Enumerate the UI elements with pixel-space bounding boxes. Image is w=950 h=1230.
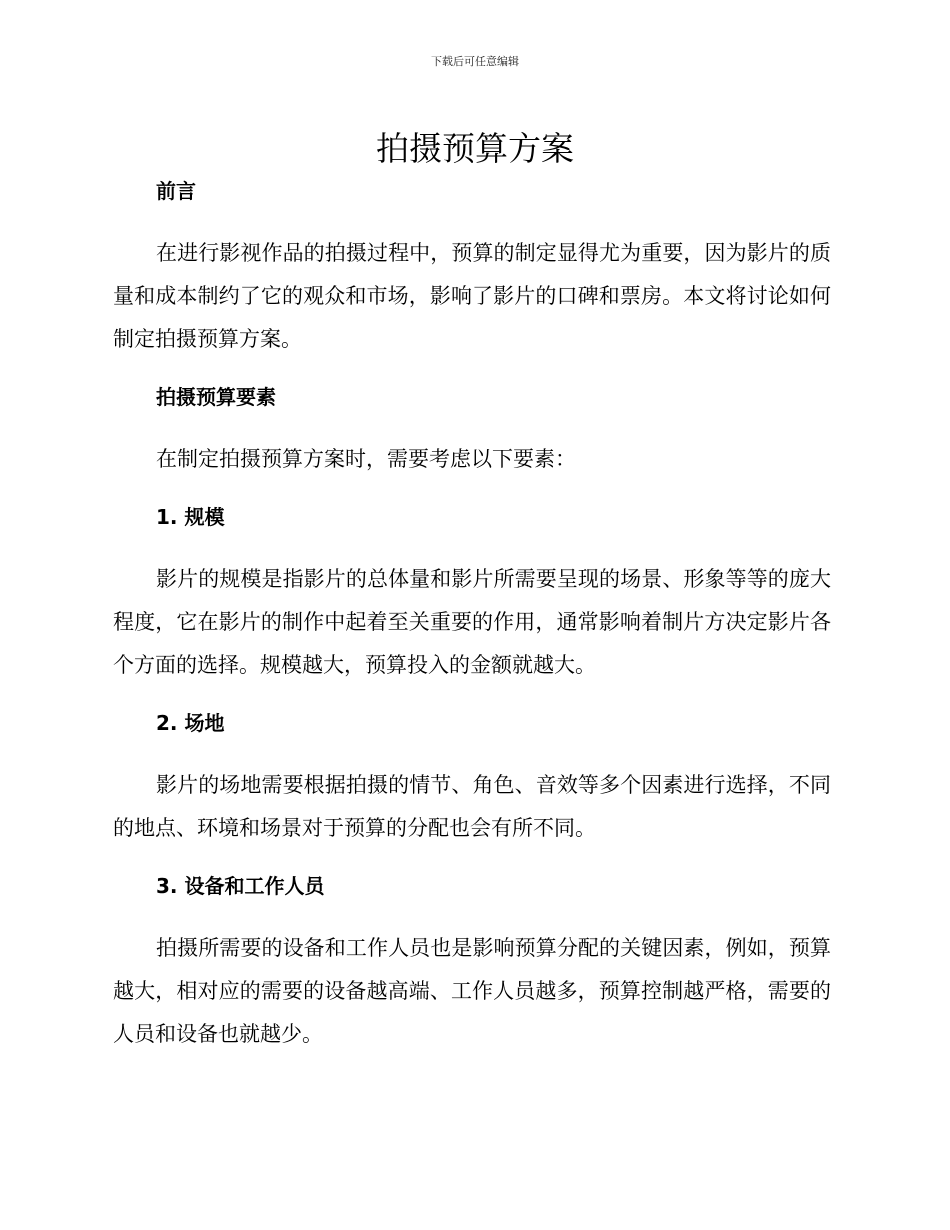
- paragraph-equipment: 拍摄所需要的设备和工作人员也是影响预算分配的关键因素，例如，预算越大，相对应的需要的设备越高端、工作人员越多，预算控制越严格，需要的人员和设备也就越少。: [113, 936, 831, 1046]
- section-heading-equipment: 3. 设备和工作人员: [156, 874, 325, 898]
- paragraph-venue: 影片的场地需要根据拍摄的情节、角色、音效等多个因素进行选择，不同的地点、环境和场景对于预算的分配也会有所不同。: [113, 773, 831, 840]
- paragraph-preface: 在进行影视作品的拍摄过程中，预算的制定显得尤为重要，因为影片的质量和成本制约了它的观众和市场，影响了影片的口碑和票房。本文将讨论如何制定拍摄预算方案。: [113, 241, 831, 351]
- page-header-note: 下载后可任意编辑: [431, 55, 519, 68]
- section-heading-elements: 拍摄预算要素: [156, 385, 276, 409]
- document-title: 拍摄预算方案: [376, 129, 574, 168]
- section-heading-preface: 前言: [156, 179, 196, 203]
- paragraph-scale: 影片的规模是指影片的总体量和影片所需要呈现的场景、形象等等的庞大程度，它在影片的制作中起着至关重要的作用，通常影响着制片方决定影片各个方面的选择。规模越大，预算投入的金额就越大。: [113, 567, 831, 677]
- section-heading-scale: 1. 规模: [156, 505, 225, 529]
- paragraph-elements-intro: 在制定拍摄预算方案时，需要考虑以下要素：: [156, 447, 576, 471]
- section-heading-venue: 2. 场地: [156, 711, 225, 735]
- document-body: [113, 176, 831, 1056]
